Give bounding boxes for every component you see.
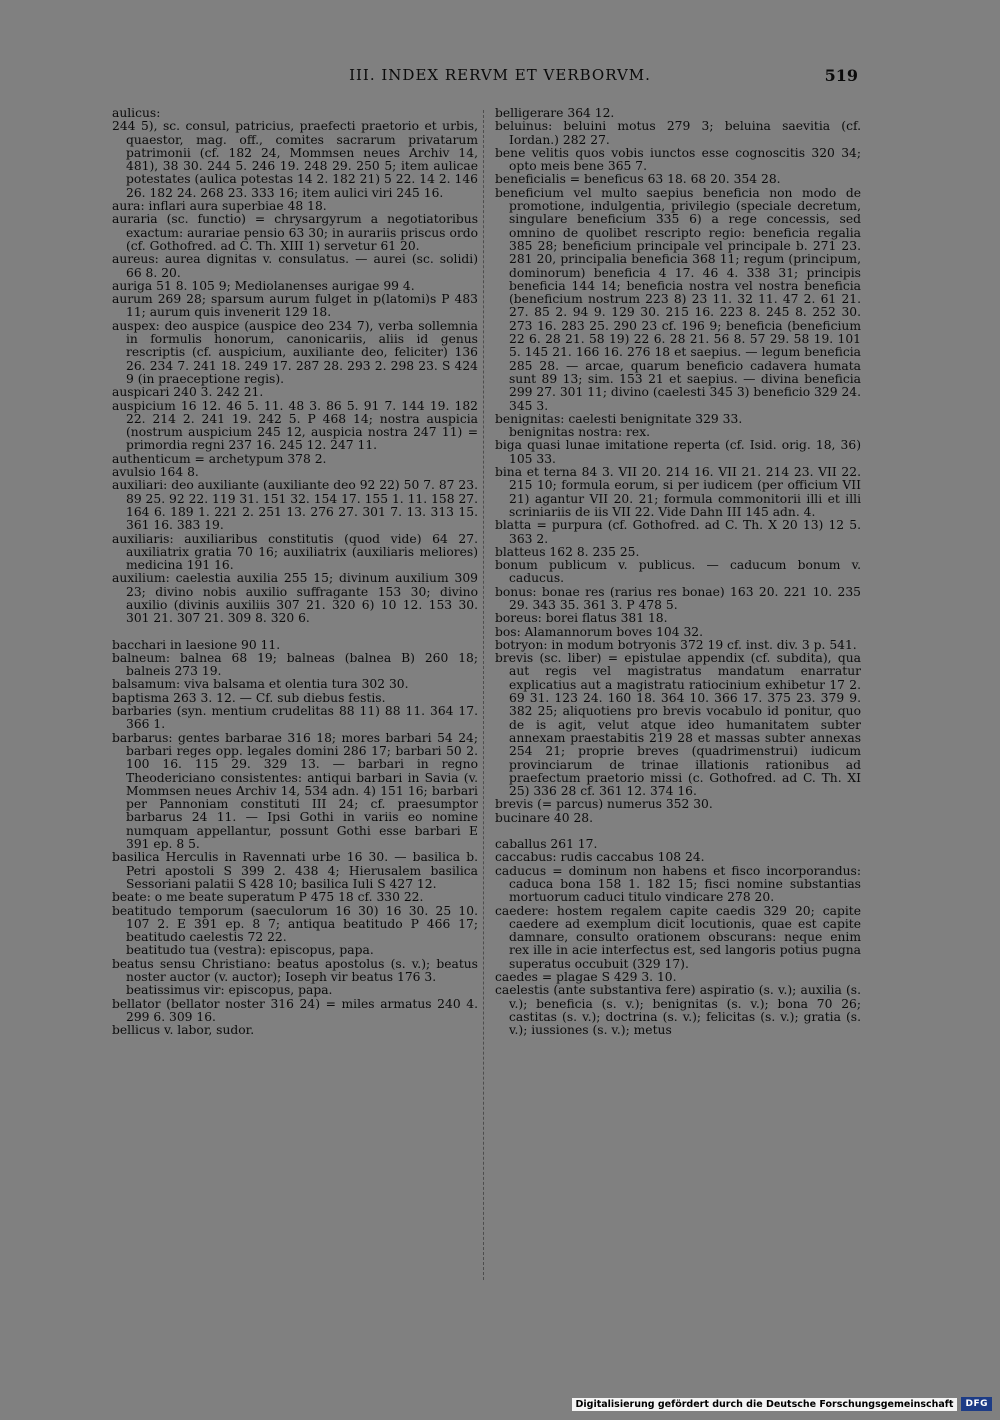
index-entry: aurum 269 28; sparsum aurum fulget in p(latomi)s P 483 11; aurum quis invenerit 129 18.	[112, 292, 478, 320]
index-entry: beluinus: beluini motus 279 3; beluina saevitia (cf. Iordan.) 282 27.	[495, 119, 861, 147]
index-entry: auxiliaris: auxiliaribus constitutis (quod vide) 64 27. auxiliatrix gratia 70 16; auxiliatrix (auxiliaris meliores) medicina 191 16.	[112, 531, 478, 573]
index-entry: barbarus: gentes barbarae 316 18; mores barbari 54 24; barbari reges opp. legales domini 286 17; barbari 50 2. 100 16. 115 29. 329 13. — barbari in regno Theodericiano consistentes: antiqui barbari in Savia (v. Mommsen neues Archiv 14, 534 adn. 4) 151 16; barbari per Pannoniam constituti III 24; cf. praesumptor barbarus 24 11. — Ipsi Gothi in variis eo nomine numquam appellantur, possunt Gothi esse barbari E 391 ep. 8 5.	[112, 730, 478, 852]
index-entry: bonus: bonae res (rarius res bonae) 163 20. 221 10. 235 29. 343 35. 361 3. P 478 5.	[495, 584, 861, 612]
index-entry: basilica Herculis in Ravennati urbe 16 30. — basilica b. Petri apostoli S 399 2. 438 4; Hierusalem basilica Sessoriani palatii S 428 10; basilica Iuli S 427 12.	[112, 850, 478, 891]
index-entry: caelestis (ante substantiva fere) aspiratio (s. v.); auxilia (s. v.); beneficia (s. v.); benignitas (s. v.); bona 70 26; castitas (s. v.); doctrina (s. v.); felicitas (s. v.); gratia (s. v.); iussiones (s. v.); metus	[495, 983, 861, 1038]
index-entry: beatitudo tua (vestra): episcopus, papa.	[126, 943, 374, 958]
index-entry: botryon: in modum botryonis 372 19 cf. inst. div. 3 p. 541.	[495, 637, 857, 652]
page-number: 519	[824, 66, 858, 85]
index-entry: caccabus: rudis caccabus 108 24.	[495, 850, 705, 865]
index-entry: auxiliari: deo auxiliante (auxiliante deo 92 22) 50 7. 87 23. 89 25. 92 22. 119 31. 151 32. 154 17. 155 1. 11. 158 27. 164 6. 189 1. 221 2. 251 13. 276 27. 301 7. 13. 313 15. 361 16. 383 19.	[112, 478, 478, 533]
index-entry: beneficium vel multo saepius beneficia non modo de promotione, indulgentia, privilegio (speciale decretum, singulare beneficium 335 6) a rege concessis, sed omnino de quolibet rescripto regio: beneficia regalia 385 28; beneficium principale vel principale b. 271 23. 281 20, principalia beneficia 368 11; regum (principum, dominorum) beneficia 4 17. 46 4. 338 31; principis beneficia 144 14; beneficia nostra vel nostra beneficia (beneficium nostrum 223 8) 23 11. 32 11. 47 2. 61 21. 27. 85 2. 94 9. 129 30. 215 16. 223 8. 245 8. 252 30. 273 16. 283 25. 290 23 cf. 196 9; beneficia (beneficium 22 6. 28 21. 58 19) 22 6. 28 21. 56 8. 57 29. 58 19. 101 5. 145 21. 166 16. 276 18 et saepius. — legum beneficia 285 28. — arcae, quarum beneficio cadavera humata sunt 89 13; sim. 153 21 et saepius. — divina beneficia 299 27. 301 11; divino (caelesti 345 3) beneficio 329 24. 345 3.	[495, 185, 861, 413]
index-entry: auriga 51 8. 105 9; Mediolanenses aurigae 99 4.	[112, 278, 415, 293]
column-divider	[483, 110, 484, 1280]
index-entry: benignitas nostra: rex.	[509, 425, 651, 440]
index-entry: bellator (bellator noster 316 24) = miles armatus 240 4. 299 6. 309 16.	[112, 996, 478, 1024]
index-entry: auspicari 240 3. 242 21.	[112, 385, 264, 400]
index-entry: beatus sensu Christiano: beatus apostolus (s. v.); beatus noster auctor (v. auctor); Ioseph vir beatus 176 3.	[112, 956, 478, 984]
index-entry: caedes = plagae S 429 3. 10.	[495, 970, 677, 984]
index-entry: beneficialis = beneficus 63 18. 68 20. 354 28.	[495, 172, 781, 187]
index-entry: caedere: hostem regalem capite caedis 329 20; capite caedere ad exemplum dicit locutionis, quae est capite damnare, consulto orationem obscurans: neque enim rex ille in acie interfectus est, sed langoris potius pugna superatus occubuit (329 17).	[495, 903, 861, 971]
index-entry: beatissimus vir: episcopus, papa.	[126, 983, 333, 998]
index-entry: caducus = dominum non habens et fisco incorporandus: caduca bona 158 1. 182 15; fisci nomine substantias mortuorum caduci titulo vindicare 278 20.	[495, 863, 861, 905]
index-entry: avulsio 164 8.	[112, 465, 199, 480]
index-entry: boreus: borei flatus 381 18.	[495, 611, 668, 626]
index-entry: caballus 261 17.	[495, 837, 598, 852]
section-spacer	[112, 626, 478, 639]
index-entry: auxilium: caelestia auxilia 255 15; divinum auxilium 309 23; divino nobis auxilio suffragante 153 30; divino auxilio (divinis auxiliis 307 21. 320 6) 10 12. 153 30. 301 21. 307 21. 309 8. 320 6.	[112, 571, 478, 626]
index-entry: bonum publicum v. publicus. — caducum bonum v. caducus.	[495, 558, 861, 586]
index-entry: beatitudo temporum (saeculorum 16 30) 16 30. 25 10. 107 2. E 391 ep. 8 7; antiqua beatitudo P 466 17; beatitudo caelestis 72 22.	[112, 903, 478, 945]
index-entry: aura: inflari aura superbiae 48 18.	[112, 199, 327, 214]
index-entry: benignitas: caelesti benignitate 329 33.	[495, 411, 743, 426]
dfg-logo-icon: DFG	[961, 1397, 992, 1411]
index-entry: bellicus v. labor, sudor.	[112, 1023, 255, 1038]
index-entry: blatteus 162 8. 235 25.	[495, 544, 640, 559]
index-column-right	[495, 107, 861, 1037]
index-entry: bina et terna 84 3. VII 20. 214 16. VII 21. 214 23. VII 22. 215 10; formula eorum, si per iudicem (per officium VII 21) agantur VII 20. 21; formula commonitorii illi et illi scriniariis de iis VII 22. Vide Dahn III 145 adn. 4.	[495, 465, 861, 519]
index-entry: aulicus:	[112, 106, 161, 120]
index-entry: brevis (= parcus) numerus 352 30.	[495, 797, 713, 812]
index-entry: authenticum = archetypum 378 2.	[112, 451, 327, 466]
index-entry: balsamum: viva balsama et olentia tura 302 30.	[112, 677, 409, 692]
digitization-credit	[572, 1396, 993, 1412]
index-entry: belligerare 364 12.	[495, 106, 615, 120]
footer-credit-text: Digitalisierung gefördert durch die Deutsche Forschungsgemeinschaft	[572, 1398, 958, 1411]
index-column-left	[112, 107, 478, 1037]
page-header-title: III. INDEX RERVM ET VERBORVM.	[349, 66, 651, 84]
index-entry: brevis (sc. liber) = epistulae appendix (cf. subdita), qua aut regis vel magistratus mandatum enarratur explicatius aut a magistratu ratiocinium exhibetur 17 2. 69 31. 123 24. 160 18. 364 10. 366 17. 375 23. 379 9. 382 25; aliquotiens pro brevis vocabulo id ponitur, quo de is agit, velut atque ideo humanitatem subter annexam praestabitis 219 28 et massas subter annexas 254 21; proprie breves (quadrimenstrui) iudicum provinciarum de trinae illationis rationibus ad praefectum praetorio missi (c. Gothofred. ad C. Th. XI 25) 336 28 cf. 361 12. 374 16.	[495, 651, 861, 799]
index-entry: aureus: aurea dignitas v. consulatus. — aurei (sc. solidi) 66 8. 20.	[112, 252, 478, 280]
index-entry: auspicium 16 12. 46 5. 11. 48 3. 86 5. 91 7. 144 19. 182 22. 214 2. 241 19. 242 5. P 468 14; nostra auspicia (nostrum auspicium 245 12, auspicia nostra 247 11) = primordia regni 237 16. 245 12. 247 11.	[112, 398, 478, 453]
index-entry: 244 5), sc. consul, patricius, praefecti praetorio et urbis, quaestor, mag. off., comites sacrarum privatarum patrimonii (cf. 182 24, Mommsen neues Archiv 14, 481), 38 30. 244 5. 246 19. 248 29. 250 5; item aulicae potestates (aulica potestas 14 2. 182 21) 5 22. 14 2. 146 26. 182 24. 268 23. 333 16; item aulici viri 245 16.	[112, 119, 478, 200]
index-entry: bene velitis quos vobis iunctos esse cognoscitis 320 34; opto meis bene 365 7.	[495, 145, 861, 174]
index-entry: biga quasi lunae imitatione reperta (cf. Isid. orig. 18, 36) 105 33.	[495, 438, 861, 466]
index-entry: bacchari in laesione 90 11.	[112, 637, 281, 652]
index-entry: bucinare 40 28.	[495, 810, 594, 825]
index-entry: blatta = purpura (cf. Gothofred. ad C. Th. X 20 13) 12 5. 363 2.	[495, 518, 861, 546]
index-entry: balneum: balnea 68 19; balneas (balnea B) 260 18; balneis 273 19.	[112, 650, 478, 679]
index-entry: bos: Alamannorum boves 104 32.	[495, 624, 704, 639]
index-entry: beate: o me beate superatum P 475 18 cf. 330 22.	[112, 890, 424, 905]
index-entry: baptisma 263 3. 12. — Cf. sub diebus festis.	[112, 690, 386, 705]
index-entry: auraria (sc. functio) = chrysargyrum a negotiatoribus exactum: aurariae pensio 63 30; in aurariis priscus ordo (cf. Gothofred. ad C. Th. XIII 1) servetur 61 20.	[112, 212, 478, 253]
index-entry: barbaries (syn. mentium crudelitas 88 11) 88 11. 364 17. 366 1.	[112, 704, 478, 732]
index-entry: auspex: deo auspice (auspice deo 234 7), verba sollemnia in formulis honorum, canonicariis, aliis id genus rescriptis (cf. auspicium, auxiliante deo, feliciter) 136 26. 234 7. 241 18. 249 17. 287 28. 293 2. 298 23. S 424 9 (in praeceptione regis).	[112, 318, 478, 386]
